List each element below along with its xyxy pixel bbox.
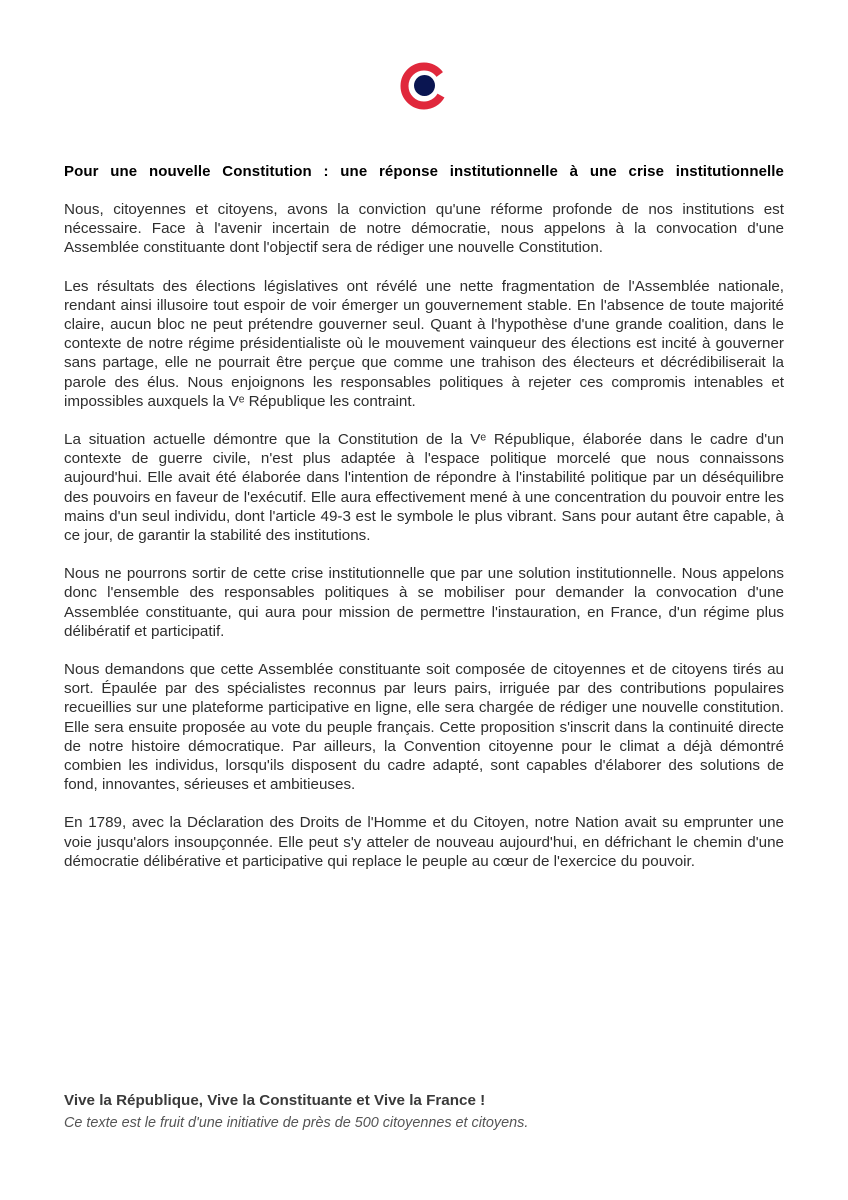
logo-icon [397, 58, 451, 114]
footnote: Ce texte est le fruit d'une initiative de près de 500 citoyennes et citoyens. [64, 1115, 529, 1131]
document-body [64, 200, 784, 890]
paragraph-1: Nous, citoyennes et citoyens, avons la conviction qu'une réforme profonde de nos institutions est nécessaire. Face à l'avenir incertain de notre démocratie, nous appelons à la convocation d'une Assemblée constituante dont l'objectif sera de rédiger une nouvelle Constitution. [64, 201, 784, 257]
paragraph-4: Nous ne pourrons sortir de cette crise institutionnelle que par une solution institutionnelle. Nous appelons donc l'ensemble des responsables politiques à se mobiliser pour demander la convocation d'une Assemblée constituante, qui aura pour mission de permettre l'instauration, en France, d'un régime plus délibératif et participatif. [64, 565, 784, 640]
logo-dot [414, 75, 435, 96]
document-title: Pour une nouvelle Constitution : une réponse institutionnelle à une crise institutionnelle [64, 163, 784, 180]
paragraph-5: Nous demandons que cette Assemblée constituante soit composée de citoyennes et de citoyens tirés au sort. Épaulée par des spécialistes reconnus par leurs pairs, irriguée par des contributions populaires recueillies sur une plateforme participative en ligne, elle sera chargée de rédiger une nouvelle constitution. Elle sera ensuite proposée au vote du peuple français. Cette proposition s'inscrit dans la continuité directe de notre histoire démocratique. Par ailleurs, la Convention citoyenne pour le climat a déjà démontré combien les individus, lorsqu'ils disposent du cadre adapté, sont capables d'élaborer des solutions de fond, innovantes, sérieuses et ambitieuses. [64, 661, 784, 794]
circle-logo [397, 58, 451, 114]
paragraph-2: Les résultats des élections législatives ont révélé une nette fragmentation de l'Assemblée nationale, rendant ainsi illusoire tout espoir de voir émerger un gouvernement stable. En l'absence de toute majorité claire, aucun bloc ne peut prétendre gouverner seul. Quant à l'hypothèse d'une grande coalition, dans le contexte de notre régime présidentialiste où le mouvement vainqueur des élections est incité à gouverner sans partage, elle ne pourrait être perçue que comme une trahison des électeurs et décrédibiliserait la parole des élus. Nous enjoignons les responsables politiques à rejeter ces compromis intenables et impossibles auxquels la Vᵉ République les contraint. [64, 277, 784, 410]
paragraph-3: La situation actuelle démontre que la Constitution de la Vᵉ République, élaborée dans le cadre d'un contexte de guerre civile, n'est plus adaptée à l'espace politique morcelé que nous connaissons aujourd'hui. Elle avait été élaborée dans l'intention de répondre à l'instabilité politique par un déséquilibre des pouvoirs en faveur de l'exécutif. Elle aura effectivement mené à une concentration du pouvoir entre les mains d'un seul individu, dont l'article 49-3 est le symbole le plus vibrant. Sans pour autant être capable, à ce jour, de garantir la stabilité des institutions. [64, 431, 784, 545]
signoff: Vive la République, Vive la Constituante et Vive la France ! [64, 1092, 486, 1109]
paragraph-6: En 1789, avec la Déclaration des Droits de l'Homme et du Citoyen, notre Nation avait su emprunter une voie jusqu'alors insoupçonnée. Elle peut s'y atteler de nouveau aujourd'hui, en défrichant le chemin d'une démocratie délibérative et participative qui replace le peuple au cœur de l'exercice du pouvoir. [64, 814, 784, 870]
